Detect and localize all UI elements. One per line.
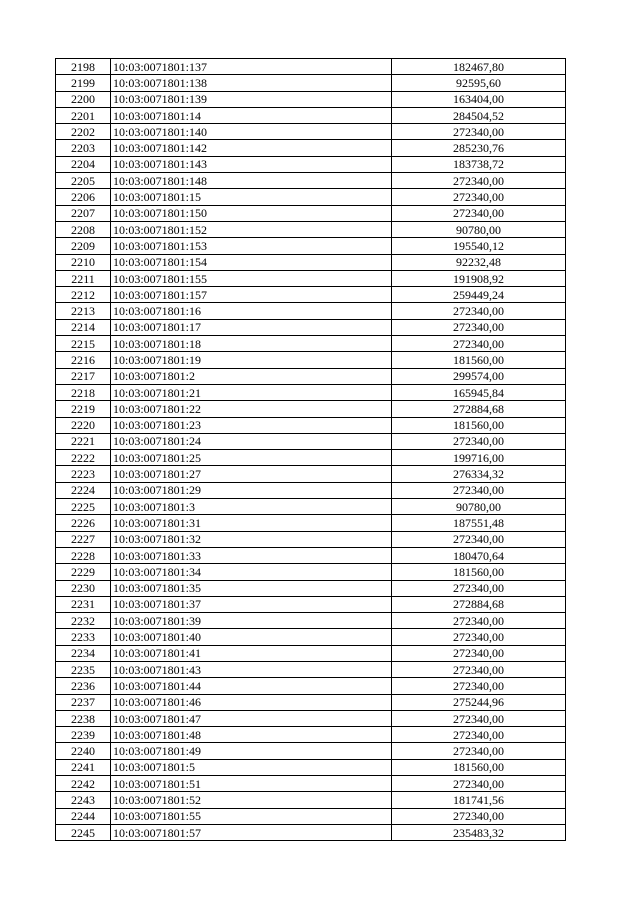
cadastral-value-cell: 187551,48 bbox=[392, 515, 566, 531]
cadastral-value-cell: 92595,60 bbox=[392, 75, 566, 91]
row-number-cell: 2205 bbox=[56, 173, 111, 189]
table-row bbox=[56, 75, 566, 91]
row-number-cell: 2204 bbox=[56, 156, 111, 172]
cadastral-value-cell: 272340,00 bbox=[392, 678, 566, 694]
table-row bbox=[56, 433, 566, 449]
cadastral-number-cell: 10:03:0071801:142 bbox=[111, 140, 392, 156]
row-number-cell: 2226 bbox=[56, 515, 111, 531]
cadastral-number-cell: 10:03:0071801:40 bbox=[111, 629, 392, 645]
table-row bbox=[56, 661, 566, 677]
cadastral-number-cell: 10:03:0071801:46 bbox=[111, 694, 392, 710]
cadastral-number-cell: 10:03:0071801:41 bbox=[111, 645, 392, 661]
row-number-cell: 2214 bbox=[56, 319, 111, 335]
cadastral-number-cell: 10:03:0071801:152 bbox=[111, 221, 392, 237]
cadastral-value-cell: 285230,76 bbox=[392, 140, 566, 156]
table-row bbox=[56, 124, 566, 140]
cadastral-value-cell: 272340,00 bbox=[392, 580, 566, 596]
row-number-cell: 2229 bbox=[56, 564, 111, 580]
table-body bbox=[56, 59, 566, 841]
row-number-cell: 2210 bbox=[56, 254, 111, 270]
cadastral-value-cell: 180470,64 bbox=[392, 547, 566, 563]
row-number-cell: 2207 bbox=[56, 205, 111, 221]
row-number-cell: 2227 bbox=[56, 531, 111, 547]
cadastral-value-cell: 272340,00 bbox=[392, 336, 566, 352]
cadastral-number-cell: 10:03:0071801:14 bbox=[111, 107, 392, 123]
row-number-cell: 2234 bbox=[56, 645, 111, 661]
cadastral-value-cell: 259449,24 bbox=[392, 287, 566, 303]
cadastral-value-cell: 272340,00 bbox=[392, 629, 566, 645]
row-number-cell: 2212 bbox=[56, 287, 111, 303]
table-row bbox=[56, 417, 566, 433]
cadastral-value-cell: 276334,32 bbox=[392, 466, 566, 482]
cadastral-value-cell: 235483,32 bbox=[392, 824, 566, 840]
cadastral-value-cell: 272340,00 bbox=[392, 303, 566, 319]
cadastral-number-cell: 10:03:0071801:33 bbox=[111, 547, 392, 563]
row-number-cell: 2240 bbox=[56, 743, 111, 759]
cadastral-value-cell: 275244,96 bbox=[392, 694, 566, 710]
table-row bbox=[56, 91, 566, 107]
cadastral-value-cell: 272340,00 bbox=[392, 776, 566, 792]
table-row bbox=[56, 499, 566, 515]
table-row bbox=[56, 776, 566, 792]
cadastral-number-cell: 10:03:0071801:17 bbox=[111, 319, 392, 335]
cadastral-value-cell: 272340,00 bbox=[392, 613, 566, 629]
cadastral-number-cell: 10:03:0071801:39 bbox=[111, 613, 392, 629]
row-number-cell: 2202 bbox=[56, 124, 111, 140]
row-number-cell: 2218 bbox=[56, 384, 111, 400]
cadastral-value-cell: 163404,00 bbox=[392, 91, 566, 107]
row-number-cell: 2201 bbox=[56, 107, 111, 123]
row-number-cell: 2222 bbox=[56, 450, 111, 466]
row-number-cell: 2233 bbox=[56, 629, 111, 645]
cadastral-value-cell: 181560,00 bbox=[392, 564, 566, 580]
table-row bbox=[56, 156, 566, 172]
row-number-cell: 2236 bbox=[56, 678, 111, 694]
cadastral-number-cell: 10:03:0071801:25 bbox=[111, 450, 392, 466]
row-number-cell: 2203 bbox=[56, 140, 111, 156]
cadastral-number-cell: 10:03:0071801:154 bbox=[111, 254, 392, 270]
cadastral-value-cell: 191908,92 bbox=[392, 270, 566, 286]
cadastral-value-cell: 272340,00 bbox=[392, 808, 566, 824]
cadastral-number-cell: 10:03:0071801:47 bbox=[111, 710, 392, 726]
cadastral-value-cell: 272340,00 bbox=[392, 124, 566, 140]
cadastral-value-cell: 181560,00 bbox=[392, 352, 566, 368]
cadastral-number-cell: 10:03:0071801:49 bbox=[111, 743, 392, 759]
cadastral-value-cell: 182467,80 bbox=[392, 59, 566, 75]
row-number-cell: 2208 bbox=[56, 221, 111, 237]
table-row bbox=[56, 759, 566, 775]
cadastral-value-cell: 92232,48 bbox=[392, 254, 566, 270]
row-number-cell: 2238 bbox=[56, 710, 111, 726]
row-number-cell: 2224 bbox=[56, 482, 111, 498]
cadastral-number-cell: 10:03:0071801:43 bbox=[111, 661, 392, 677]
cadastral-value-table bbox=[55, 58, 566, 841]
cadastral-number-cell: 10:03:0071801:55 bbox=[111, 808, 392, 824]
cadastral-number-cell: 10:03:0071801:34 bbox=[111, 564, 392, 580]
cadastral-number-cell: 10:03:0071801:32 bbox=[111, 531, 392, 547]
cadastral-value-cell: 272884,68 bbox=[392, 401, 566, 417]
cadastral-number-cell: 10:03:0071801:52 bbox=[111, 792, 392, 808]
row-number-cell: 2242 bbox=[56, 776, 111, 792]
cadastral-value-cell: 272340,00 bbox=[392, 189, 566, 205]
row-number-cell: 2235 bbox=[56, 661, 111, 677]
row-number-cell: 2217 bbox=[56, 368, 111, 384]
row-number-cell: 2237 bbox=[56, 694, 111, 710]
cadastral-number-cell: 10:03:0071801:18 bbox=[111, 336, 392, 352]
row-number-cell: 2200 bbox=[56, 91, 111, 107]
cadastral-number-cell: 10:03:0071801:31 bbox=[111, 515, 392, 531]
row-number-cell: 2220 bbox=[56, 417, 111, 433]
table-row bbox=[56, 808, 566, 824]
table-row bbox=[56, 401, 566, 417]
row-number-cell: 2223 bbox=[56, 466, 111, 482]
row-number-cell: 2213 bbox=[56, 303, 111, 319]
table-row bbox=[56, 515, 566, 531]
cadastral-value-cell: 165945,84 bbox=[392, 384, 566, 400]
table-row bbox=[56, 205, 566, 221]
row-number-cell: 2216 bbox=[56, 352, 111, 368]
cadastral-value-cell: 272340,00 bbox=[392, 205, 566, 221]
table-row bbox=[56, 564, 566, 580]
cadastral-number-cell: 10:03:0071801:137 bbox=[111, 59, 392, 75]
row-number-cell: 2225 bbox=[56, 499, 111, 515]
row-number-cell: 2215 bbox=[56, 336, 111, 352]
cadastral-value-cell: 181741,56 bbox=[392, 792, 566, 808]
table-row bbox=[56, 254, 566, 270]
table-row bbox=[56, 287, 566, 303]
row-number-cell: 2232 bbox=[56, 613, 111, 629]
cadastral-value-cell: 272340,00 bbox=[392, 173, 566, 189]
row-number-cell: 2206 bbox=[56, 189, 111, 205]
cadastral-number-cell: 10:03:0071801:5 bbox=[111, 759, 392, 775]
cadastral-number-cell: 10:03:0071801:29 bbox=[111, 482, 392, 498]
row-number-cell: 2209 bbox=[56, 238, 111, 254]
table-row bbox=[56, 319, 566, 335]
cadastral-number-cell: 10:03:0071801:37 bbox=[111, 596, 392, 612]
table-row bbox=[56, 580, 566, 596]
cadastral-number-cell: 10:03:0071801:23 bbox=[111, 417, 392, 433]
cadastral-number-cell: 10:03:0071801:57 bbox=[111, 824, 392, 840]
table-row bbox=[56, 303, 566, 319]
table-row bbox=[56, 140, 566, 156]
row-number-cell: 2244 bbox=[56, 808, 111, 824]
table-row bbox=[56, 824, 566, 840]
table-row bbox=[56, 613, 566, 629]
cadastral-value-cell: 284504,52 bbox=[392, 107, 566, 123]
row-number-cell: 2219 bbox=[56, 401, 111, 417]
table-row bbox=[56, 645, 566, 661]
cadastral-number-cell: 10:03:0071801:143 bbox=[111, 156, 392, 172]
cadastral-value-cell: 272340,00 bbox=[392, 482, 566, 498]
table-row bbox=[56, 629, 566, 645]
cadastral-value-cell: 90780,00 bbox=[392, 499, 566, 515]
table-row bbox=[56, 189, 566, 205]
cadastral-value-cell: 299574,00 bbox=[392, 368, 566, 384]
table-row bbox=[56, 450, 566, 466]
cadastral-value-cell: 181560,00 bbox=[392, 417, 566, 433]
cadastral-value-cell: 272340,00 bbox=[392, 531, 566, 547]
row-number-cell: 2198 bbox=[56, 59, 111, 75]
cadastral-number-cell: 10:03:0071801:19 bbox=[111, 352, 392, 368]
table-row bbox=[56, 710, 566, 726]
cadastral-number-cell: 10:03:0071801:48 bbox=[111, 727, 392, 743]
cadastral-number-cell: 10:03:0071801:157 bbox=[111, 287, 392, 303]
table-row bbox=[56, 466, 566, 482]
cadastral-number-cell: 10:03:0071801:35 bbox=[111, 580, 392, 596]
table-row bbox=[56, 270, 566, 286]
cadastral-number-cell: 10:03:0071801:21 bbox=[111, 384, 392, 400]
cadastral-number-cell: 10:03:0071801:16 bbox=[111, 303, 392, 319]
cadastral-value-cell: 272340,00 bbox=[392, 433, 566, 449]
cadastral-number-cell: 10:03:0071801:27 bbox=[111, 466, 392, 482]
table-row bbox=[56, 336, 566, 352]
cadastral-value-cell: 195540,12 bbox=[392, 238, 566, 254]
cadastral-number-cell: 10:03:0071801:2 bbox=[111, 368, 392, 384]
cadastral-value-cell: 272340,00 bbox=[392, 319, 566, 335]
row-number-cell: 2239 bbox=[56, 727, 111, 743]
cadastral-number-cell: 10:03:0071801:15 bbox=[111, 189, 392, 205]
cadastral-number-cell: 10:03:0071801:148 bbox=[111, 173, 392, 189]
table-row bbox=[56, 173, 566, 189]
row-number-cell: 2243 bbox=[56, 792, 111, 808]
table-row bbox=[56, 727, 566, 743]
table-row bbox=[56, 547, 566, 563]
cadastral-value-cell: 183738,72 bbox=[392, 156, 566, 172]
cadastral-number-cell: 10:03:0071801:138 bbox=[111, 75, 392, 91]
cadastral-number-cell: 10:03:0071801:24 bbox=[111, 433, 392, 449]
cadastral-value-cell: 181560,00 bbox=[392, 759, 566, 775]
row-number-cell: 2221 bbox=[56, 433, 111, 449]
row-number-cell: 2228 bbox=[56, 547, 111, 563]
cadastral-number-cell: 10:03:0071801:22 bbox=[111, 401, 392, 417]
cadastral-value-cell: 272340,00 bbox=[392, 661, 566, 677]
cadastral-number-cell: 10:03:0071801:155 bbox=[111, 270, 392, 286]
cadastral-value-cell: 272340,00 bbox=[392, 710, 566, 726]
cadastral-value-cell: 90780,00 bbox=[392, 221, 566, 237]
row-number-cell: 2230 bbox=[56, 580, 111, 596]
cadastral-number-cell: 10:03:0071801:3 bbox=[111, 499, 392, 515]
table-row bbox=[56, 238, 566, 254]
cadastral-number-cell: 10:03:0071801:140 bbox=[111, 124, 392, 140]
cadastral-value-cell: 199716,00 bbox=[392, 450, 566, 466]
row-number-cell: 2245 bbox=[56, 824, 111, 840]
row-number-cell: 2231 bbox=[56, 596, 111, 612]
table-row bbox=[56, 352, 566, 368]
table-row bbox=[56, 368, 566, 384]
cadastral-number-cell: 10:03:0071801:51 bbox=[111, 776, 392, 792]
cadastral-number-cell: 10:03:0071801:153 bbox=[111, 238, 392, 254]
table-row bbox=[56, 743, 566, 759]
cadastral-value-cell: 272340,00 bbox=[392, 727, 566, 743]
table-row bbox=[56, 678, 566, 694]
table-row bbox=[56, 694, 566, 710]
table-row bbox=[56, 107, 566, 123]
table-row bbox=[56, 482, 566, 498]
table-row bbox=[56, 59, 566, 75]
cadastral-value-cell: 272884,68 bbox=[392, 596, 566, 612]
row-number-cell: 2211 bbox=[56, 270, 111, 286]
row-number-cell: 2241 bbox=[56, 759, 111, 775]
cadastral-value-cell: 272340,00 bbox=[392, 743, 566, 759]
table-row bbox=[56, 531, 566, 547]
cadastral-number-cell: 10:03:0071801:139 bbox=[111, 91, 392, 107]
table-row bbox=[56, 596, 566, 612]
cadastral-number-cell: 10:03:0071801:44 bbox=[111, 678, 392, 694]
row-number-cell: 2199 bbox=[56, 75, 111, 91]
cadastral-value-cell: 272340,00 bbox=[392, 645, 566, 661]
table-row bbox=[56, 221, 566, 237]
cadastral-number-cell: 10:03:0071801:150 bbox=[111, 205, 392, 221]
table-row bbox=[56, 384, 566, 400]
table-row bbox=[56, 792, 566, 808]
